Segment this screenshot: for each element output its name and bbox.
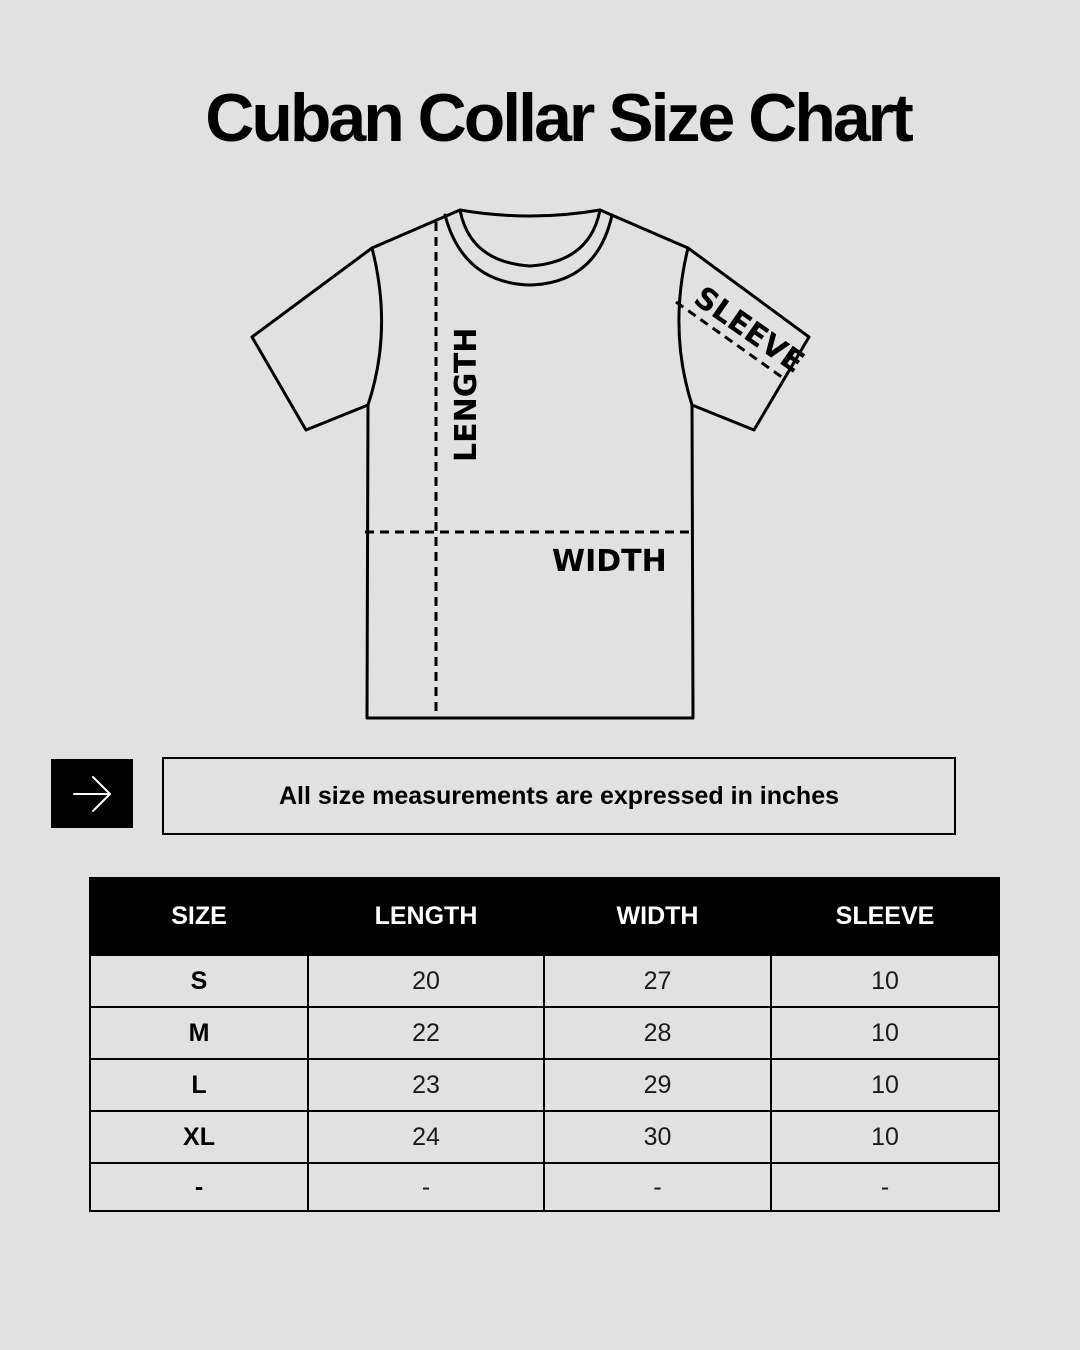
- table-row: [90, 1059, 999, 1111]
- right-arrow-icon: [70, 774, 114, 814]
- measurement-note: [162, 757, 956, 835]
- length-cell: 20: [308, 955, 544, 1007]
- sleeve-cell: -: [771, 1163, 999, 1211]
- width-cell: 29: [544, 1059, 771, 1111]
- header-sleeve: SLEEVE: [771, 878, 999, 955]
- size-cell: L: [90, 1059, 308, 1111]
- width-cell: -: [544, 1163, 771, 1211]
- length-cell: 22: [308, 1007, 544, 1059]
- width-cell: 27: [544, 955, 771, 1007]
- header-size: SIZE: [90, 878, 308, 955]
- note-arrow-badge: [51, 759, 133, 828]
- table-row: [90, 1111, 999, 1163]
- table-row: [90, 955, 999, 1007]
- table-row: [90, 1163, 999, 1211]
- width-cell: 30: [544, 1111, 771, 1163]
- sleeve-cell: 10: [771, 955, 999, 1007]
- width-label: WIDTH: [552, 544, 667, 579]
- size-cell: XL: [90, 1111, 308, 1163]
- length-label: LENGTH: [449, 327, 484, 462]
- table-row: [90, 1007, 999, 1059]
- sleeve-cell: 10: [771, 1111, 999, 1163]
- size-cell: S: [90, 955, 308, 1007]
- size-table: [89, 877, 1000, 1212]
- header-width: WIDTH: [544, 878, 771, 955]
- page-title: Cuban Collar Size Chart: [205, 80, 911, 156]
- size-cell: -: [90, 1163, 308, 1211]
- header-length: LENGTH: [308, 878, 544, 955]
- table-header-row: [90, 878, 999, 955]
- sleeve-label: SLEEVE: [687, 279, 811, 381]
- length-cell: 24: [308, 1111, 544, 1163]
- size-cell: M: [90, 1007, 308, 1059]
- sleeve-cell: 10: [771, 1059, 999, 1111]
- sleeve-cell: 10: [771, 1007, 999, 1059]
- length-cell: 23: [308, 1059, 544, 1111]
- measurement-note-text: All size measurements are expressed in inches: [279, 781, 839, 810]
- collar: [460, 210, 600, 216]
- width-cell: 28: [544, 1007, 771, 1059]
- length-cell: -: [308, 1163, 544, 1211]
